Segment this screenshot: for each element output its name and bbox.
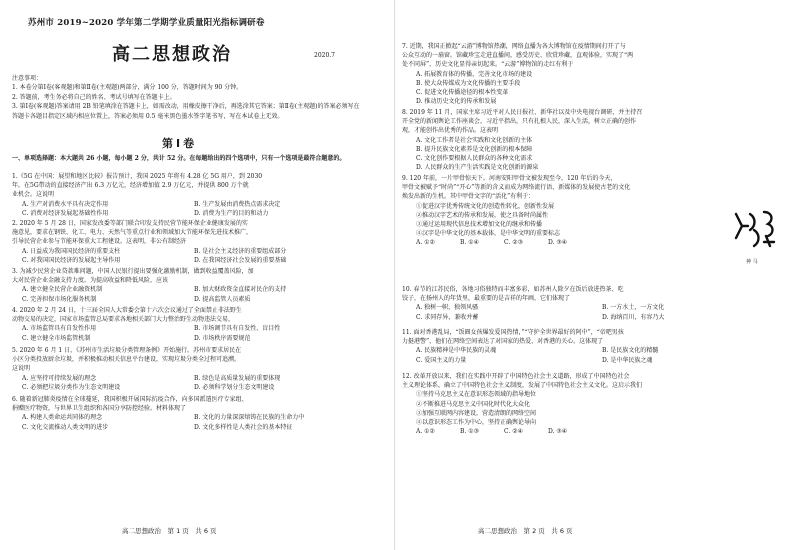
answer-d: D. ③④ — [548, 428, 568, 436]
option-b: B. 生产发展由消费热点需求决定 — [194, 200, 281, 208]
section-title: 第Ⅰ卷 — [162, 137, 198, 150]
note-item: 2. 答题前，考生务必将自己的姓名、考试号填写在答题卡上。 — [12, 93, 176, 101]
answer-row — [402, 427, 788, 436]
option-c: C. 对我国国民经济的发展起主导作用 — [22, 256, 121, 264]
stem-line: 公众互动的一扇窗。馆藏珍宝走进直播间，感受历史、欣赏珍藏，直观体验，实现了“两 — [402, 52, 634, 60]
stem-line: 年，在5G带动的直接经济产出 6.3 万亿元，经济增加值 2.9 万亿元，并提供 800 万个就 — [12, 182, 249, 190]
stem-line: 8. 2019 年 11 月，国家主席习近平对人民日报社、新华社以及中央电视台调研，并主持召 — [402, 109, 643, 116]
question-2 — [12, 219, 366, 265]
stem-line: 1.《5G 在中国：展望和地区比较》报告预计，我国 2025 年将有 4.28 亿 5G 用户，到 2030 — [12, 173, 263, 180]
stem-line: 动物交易的决定，国家市场监管总局要求各地相关部门大力整治野生动物违法交易， — [12, 316, 235, 324]
left-page — [0, 0, 394, 550]
option-c: C. 完善担保市场化服务机制 — [22, 295, 97, 303]
question-5 — [12, 346, 366, 392]
option-a: A. 民族精神是中华民族的灵魂 — [416, 347, 497, 355]
stem-line: 饺子，在扬州人的年货里，最重要的是吉祥的年画，它们体现了 — [402, 295, 571, 303]
stem-line: 焕发出新的生机。其中甲骨文字的“活化”有利于： — [402, 193, 535, 201]
option-a: A. 日益成为我国国民经济的重要支柱 — [22, 247, 121, 255]
part-title: 一、单项选择题：本大题共 26 小题，每小题 2 分，共计 52 分。在每题给出的四个选项中，只有一个选项是最符合题意的。 — [12, 155, 346, 162]
stem-line: 观，才能创作出优秀的作品。这表明 — [402, 127, 499, 135]
stem-line: 甲骨文被赋予“时尚”“开心”等新的含义而成为网络流行语，新媒体的发展使古老的文化 — [402, 184, 631, 192]
stem-line: 力挺港警”，他们在网络空间表达了对国家的热爱、对香港的关心。这体现了 — [402, 338, 604, 346]
stem-line: 11. 面对香港乱局，“饭圈女孩爆发爱国热情，”“守护全世界最好的阿中”，“帝吧男孩 — [402, 329, 624, 336]
statement-2: ②不断推进马克思主义中国化时代化大众化 — [416, 400, 531, 408]
answer-d: D. ③④ — [548, 239, 568, 247]
option-d: D. 消费为生产的目的和动力 — [194, 209, 269, 217]
stem-line: 主义理论体系，确立了中国特色社会主义制度，发展了中国特色社会主义文化。这启示我们 — [402, 382, 643, 390]
option-a: A. 市场监管具有自发性作用 — [22, 325, 97, 333]
option-d: D. 人民群众的生产生活实践是文化创新的源泉 — [416, 164, 539, 172]
stem-line: 4. 2020 年 2 月 24 日，十三届全国人大常委会第十六次会议通过了全面禁止非法野生 — [12, 307, 242, 314]
answer-c: C. ②③ — [504, 239, 523, 247]
option-b: B. 是民族文化的精髓 — [602, 347, 659, 355]
option-b: B. 一方水土，一方文化 — [602, 304, 665, 312]
option-c: C. 求同存异，兼收并蓄 — [416, 313, 479, 321]
answer-a: A. ①② — [416, 239, 435, 247]
statement-1: ①促进汉字优秀传统文化的创造性转化，创新性发展 — [416, 202, 555, 210]
stem-line: 这说明 — [12, 365, 31, 373]
option-a: A. 建立健全民营企业融资机制 — [22, 286, 103, 294]
answer-b: B. ①④ — [460, 239, 479, 247]
statement-4: ④以意识形态工作为中心，坚持正确舆论导向 — [416, 419, 537, 427]
option-a: A. 应坚持可持续发展的理念 — [22, 374, 97, 382]
question-7 — [402, 42, 788, 106]
exam-date: 2020.7 — [314, 52, 335, 59]
stem-line: 业机会。这说明 — [12, 191, 55, 199]
option-c: C. 爱国主义的力量 — [416, 356, 467, 364]
option-d: D. 推动历史文化的传承和发展 — [416, 98, 497, 106]
option-c: C. 必须把垃圾分类作为生态文明建设 — [22, 383, 121, 391]
stem-line: 施意见，要求在钢铁、化工、电力、天然气等重点行业和领域加大节能环保先进技术推广， — [12, 229, 253, 237]
option-a: A. 生产对消费水平具有决定作用 — [22, 200, 109, 208]
stem-line: 引导民营企业参与节能环保重大工程建设。这表明，非公有制经济 — [12, 238, 187, 246]
option-b: B. 绿色是高质量发展的重要体现 — [194, 374, 281, 382]
statement-2: ②推动汉字艺术的传承和发展，使之具备时尚属性 — [416, 211, 549, 219]
notes-title: 注意事项： — [12, 75, 43, 82]
notes-block — [12, 74, 364, 121]
statement-4: ④汉字是中华文化的基本载体，是中华文明的重要标志 — [416, 230, 561, 238]
oracle-bone-glyph-image — [728, 206, 780, 256]
question-8 — [402, 108, 788, 172]
option-a: A. 构建人类命运共同体的理念 — [22, 414, 103, 422]
option-b: B. 提升民族文化素养是文化创新的根本保障 — [416, 145, 533, 153]
stem-line: 7. 近期，我国正掀起“云游”博物馆热潮，网络直播为各大博物馆在疫情期间打开了与 — [402, 43, 626, 50]
statement-3: ③加强互联网内容建设，营造清朗的网络空间 — [416, 409, 537, 417]
option-c: C. 文化交流推动人类文明的进步 — [22, 423, 109, 431]
question-4 — [12, 306, 366, 343]
page-footer: 高二思想政治 第 1 页 共 6 页 — [122, 527, 217, 535]
option-d: D. 是中华民族之魂 — [602, 356, 653, 364]
answer-b: B. ①③ — [460, 428, 479, 436]
option-d: D. 必须科学划分生态文明建设 — [194, 383, 275, 391]
option-d: D. 在我国经济社会发展的重要基础 — [194, 256, 287, 264]
stem-line: 大对民营企业金融支持力度。为提高收益和降低风险，应该 — [12, 277, 169, 285]
statement-3: ③通过运用现代信息技术增加文化的继承和传播 — [416, 221, 543, 229]
option-b: B. 市场调节具有自发性、盲目性 — [194, 325, 281, 333]
answer-a: A. ①② — [416, 428, 435, 436]
stem-line: 开全党的新闻舆论工作座谈会，习近平指出，只有扎根人民，深入生活，树立正确的创作 — [402, 118, 637, 126]
glyph-caption: 神 马 — [746, 259, 758, 265]
stem-line: 10. 春节的江苏民俗，各地习俗独特而丰富多彩，如苏州人除夕在饭后放进热茶、吃 — [402, 286, 624, 293]
stem-line: 6. 随着新冠肺炎疫情在全球蔓延，我国积极开展国际抗疫合作，向多国派遣医疗专家组、 — [12, 396, 248, 403]
option-a: A. 拓展教育体的传播，完善文化市场的建设 — [416, 70, 533, 78]
stem-line: 3. 为减少民营企业贷款难问题，中国人民银行提出要强化激励机制，做到收益覆盖风险，加 — [12, 268, 254, 275]
option-a: A. 独树一帜，独领风骚 — [416, 304, 479, 312]
page-title: 高二思想政治 — [112, 44, 232, 65]
option-b: B. 文化的力量深深熔铸在民族的生命力中 — [194, 414, 305, 422]
option-b: B. 是社会主义经济的重要组成部分 — [194, 247, 287, 255]
answer-c: C. ②④ — [504, 428, 523, 436]
option-c: C. 文化创作要根据人民群众的各种文化需求 — [416, 155, 533, 163]
stem-line: 9. 120 年前，一片甲骨惊天下。河南安阳甲骨文被发现至今，120 年后的今天， — [402, 175, 617, 182]
option-d: D. 市场秩序需要规范 — [194, 334, 251, 342]
question-3 — [12, 267, 366, 304]
question-11 — [402, 328, 788, 365]
note-item: 3. 第Ⅰ卷(客观题)答案请用 2B 铅笔填涂在答题卡上，如需改动，用橡皮擦干净后，再选涂其它答案；第Ⅱ卷(主观题)的答案必须写在答题卡各题目指定区域内相应位置上，答案必须用 0.5 毫米黑色墨水签字笔书写，写在本试卷上无效。 — [12, 103, 360, 120]
option-d: D. 文化多样性是人类社会的基本特征 — [194, 423, 293, 431]
option-c: C. 促进文化传播途径的根本性变革 — [416, 89, 509, 97]
stem-line: 小区分类投放厨余垃圾，并积极推动相关信息平台建设，实现垃圾分类全过程可追溯。 — [12, 356, 241, 364]
stem-line: 2. 2020 年 5 月 28 日，国家发改委等部门联合印发支持民营节能环保企业健康发展的实 — [12, 220, 248, 227]
option-b: B. 使大众传媒成为文化传播的主要手段 — [416, 79, 521, 87]
page-footer: 高二思想政治 第 2 页 共 6 页 — [478, 527, 573, 535]
right-page — [396, 0, 794, 550]
question-10 — [402, 285, 788, 322]
option-d: D. 海纳百川，有容乃大 — [602, 313, 665, 321]
note-item: 1. 本卷分第Ⅰ卷(客观题)和第Ⅱ卷(主观题)两部分，满分 100 分，答题时间为 90 分钟。 — [12, 84, 243, 92]
question-6 — [12, 395, 366, 432]
stem-line: 处不同屏”，历史文化显得亲切起来。“云游”博物馆的走红有利于 — [402, 61, 574, 69]
exam-header: 苏州市 2019~2020 学年第二学期学业质量阳光指标调研卷 — [28, 18, 265, 28]
stem-line: 5. 2020 年 6 月 1 日，《苏州市生活垃圾分类管理条例》开始施行。苏州市要求居民在 — [12, 347, 242, 354]
option-b: B. 加大财政资金直接对民企的支持 — [194, 286, 287, 294]
option-d: D. 提高监管人员素质 — [194, 295, 251, 303]
question-12 — [402, 372, 788, 436]
statement-1: ①坚持马克思主义在意识形态领域的指导地位 — [416, 391, 537, 399]
option-c: C. 消费对经济发展起基础性作用 — [22, 209, 109, 217]
stem-line: 捐赠医疗物资，与世界卫生组织和各国分享防控经验。材料体现了 — [12, 405, 187, 413]
option-c: C. 建立健全市场监管机制 — [22, 334, 91, 342]
option-a: A. 文化工作者是社会实践和文化创新的主体 — [416, 136, 533, 144]
stem-line: 12. 改革开放以来，我们在实践中开辟了中国特色社会主义道路，形成了中国特色社会 — [402, 373, 630, 380]
question-1 — [12, 172, 366, 218]
page-divider — [394, 0, 395, 550]
